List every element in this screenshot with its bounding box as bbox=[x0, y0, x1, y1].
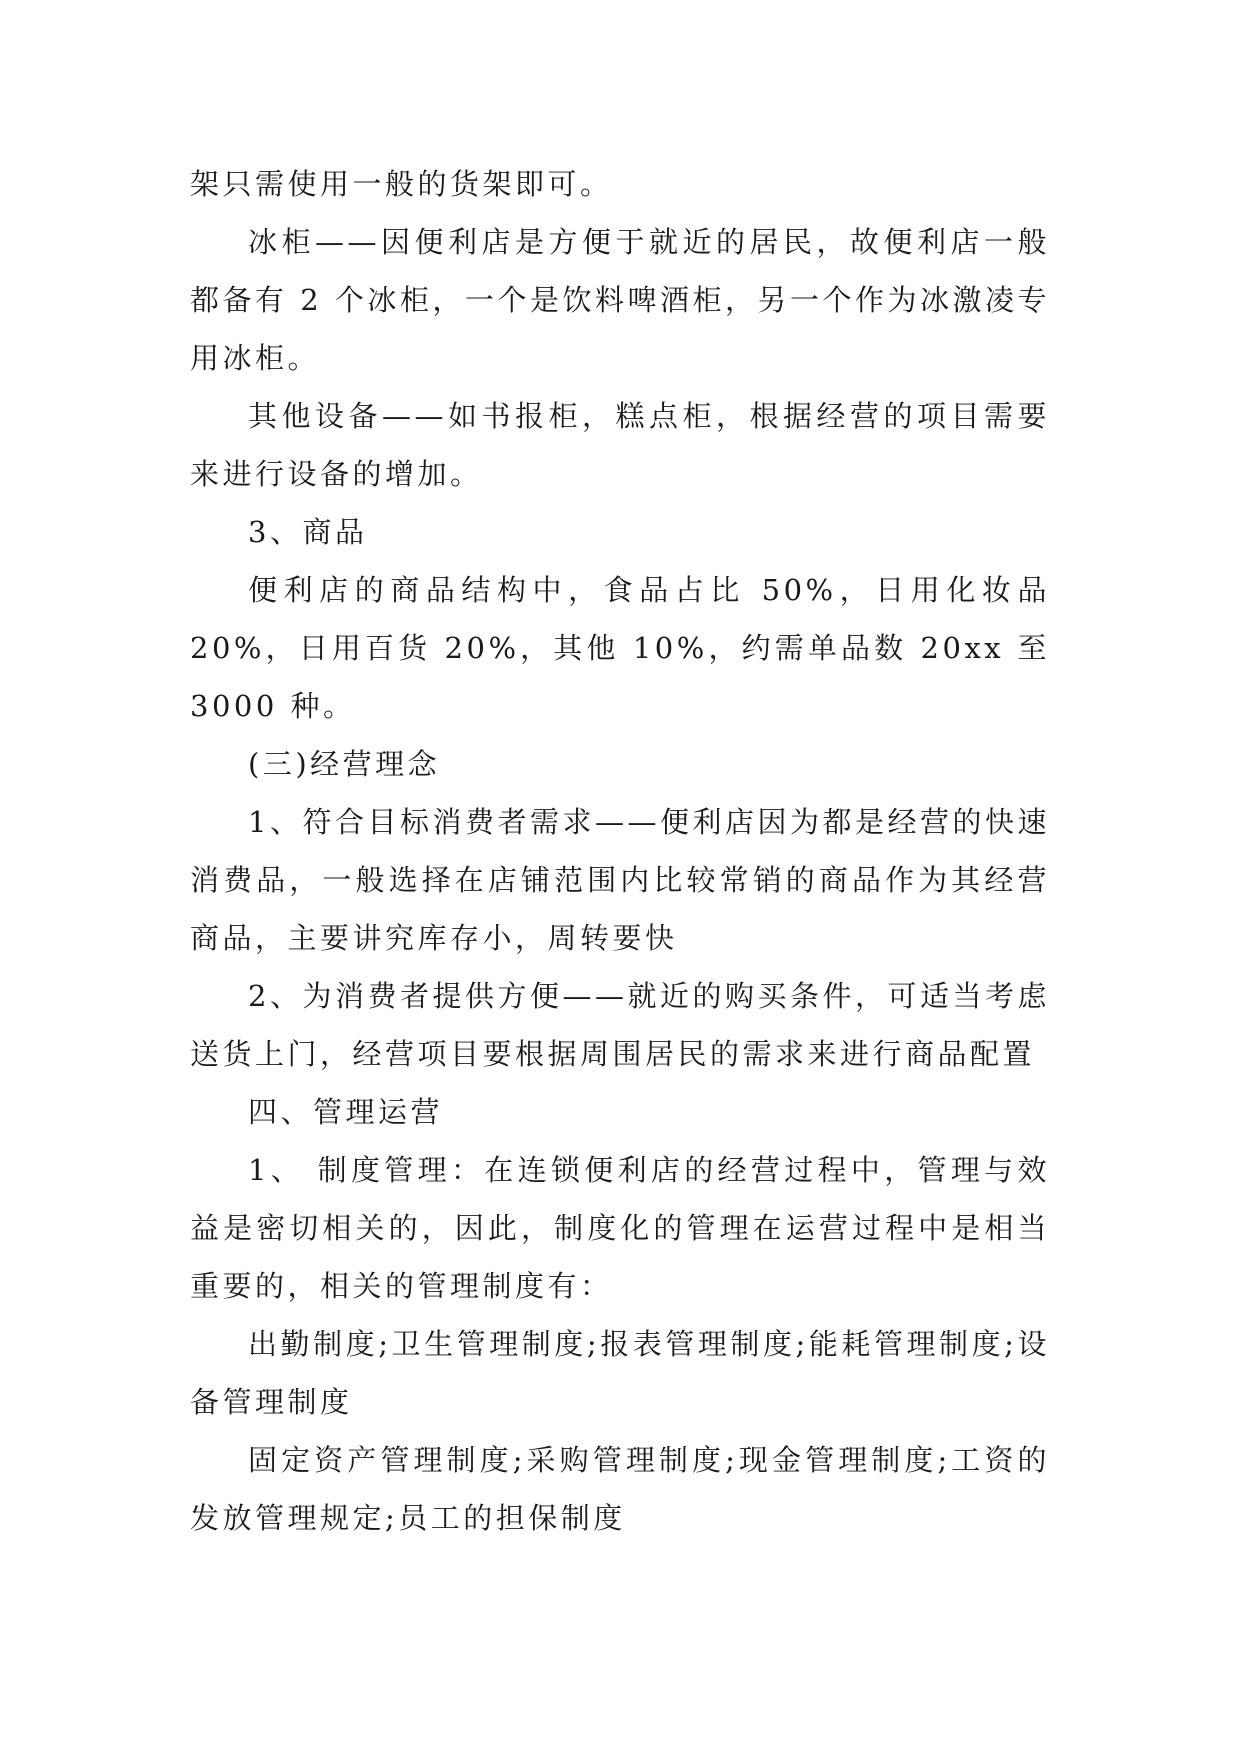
paragraph-2: 冰柜——因便利店是方便于就近的居民，故便利店一般都备有 2 个冰柜，一个是饮料啤酒柜，另一个作为冰激凌专用冰柜。 bbox=[190, 225, 1050, 375]
paragraph-10: 1、 制度管理：在连锁便利店的经营过程中，管理与效益是密切相关的，因此，制度化的管理在运营过程中是相当重要的，相关的管理制度有： bbox=[190, 1153, 1050, 1303]
paragraph-5: 便利店的商品结构中，食品占比 50%，日用化妆品 20%，日用百货 20%，其他 10%，约需单品数 20xx 至 3000 种。 bbox=[190, 573, 1050, 723]
section-heading-management: 四、管理运营 bbox=[248, 1095, 444, 1129]
paragraph-7: 1、符合目标消费者需求——便利店因为都是经营的快速消费品，一般选择在店铺范围内比较常销的商品作为其经营商品，主要讲究库存小，周转要快 bbox=[190, 805, 1050, 955]
paragraph-8: 2、为消费者提供方便——就近的购买条件，可适当考虑送货上门，经营项目要根据周围居民的需求来进行商品配置 bbox=[190, 979, 1050, 1071]
section-heading-goods: 3、商品 bbox=[248, 515, 368, 549]
paragraph-12: 固定资产管理制度;采购管理制度;现金管理制度;工资的发放管理规定;员工的担保制度 bbox=[190, 1443, 1050, 1535]
section-heading-business-philosophy: (三)经营理念 bbox=[248, 747, 441, 781]
paragraph-1: 架只需使用一般的货架即可。 bbox=[190, 167, 613, 201]
document-body bbox=[190, 155, 1050, 1547]
paragraph-11: 出勤制度;卫生管理制度;报表管理制度;能耗管理制度;设备管理制度 bbox=[190, 1327, 1050, 1419]
paragraph-3: 其他设备——如书报柜，糕点柜，根据经营的项目需要来进行设备的增加。 bbox=[190, 399, 1050, 491]
